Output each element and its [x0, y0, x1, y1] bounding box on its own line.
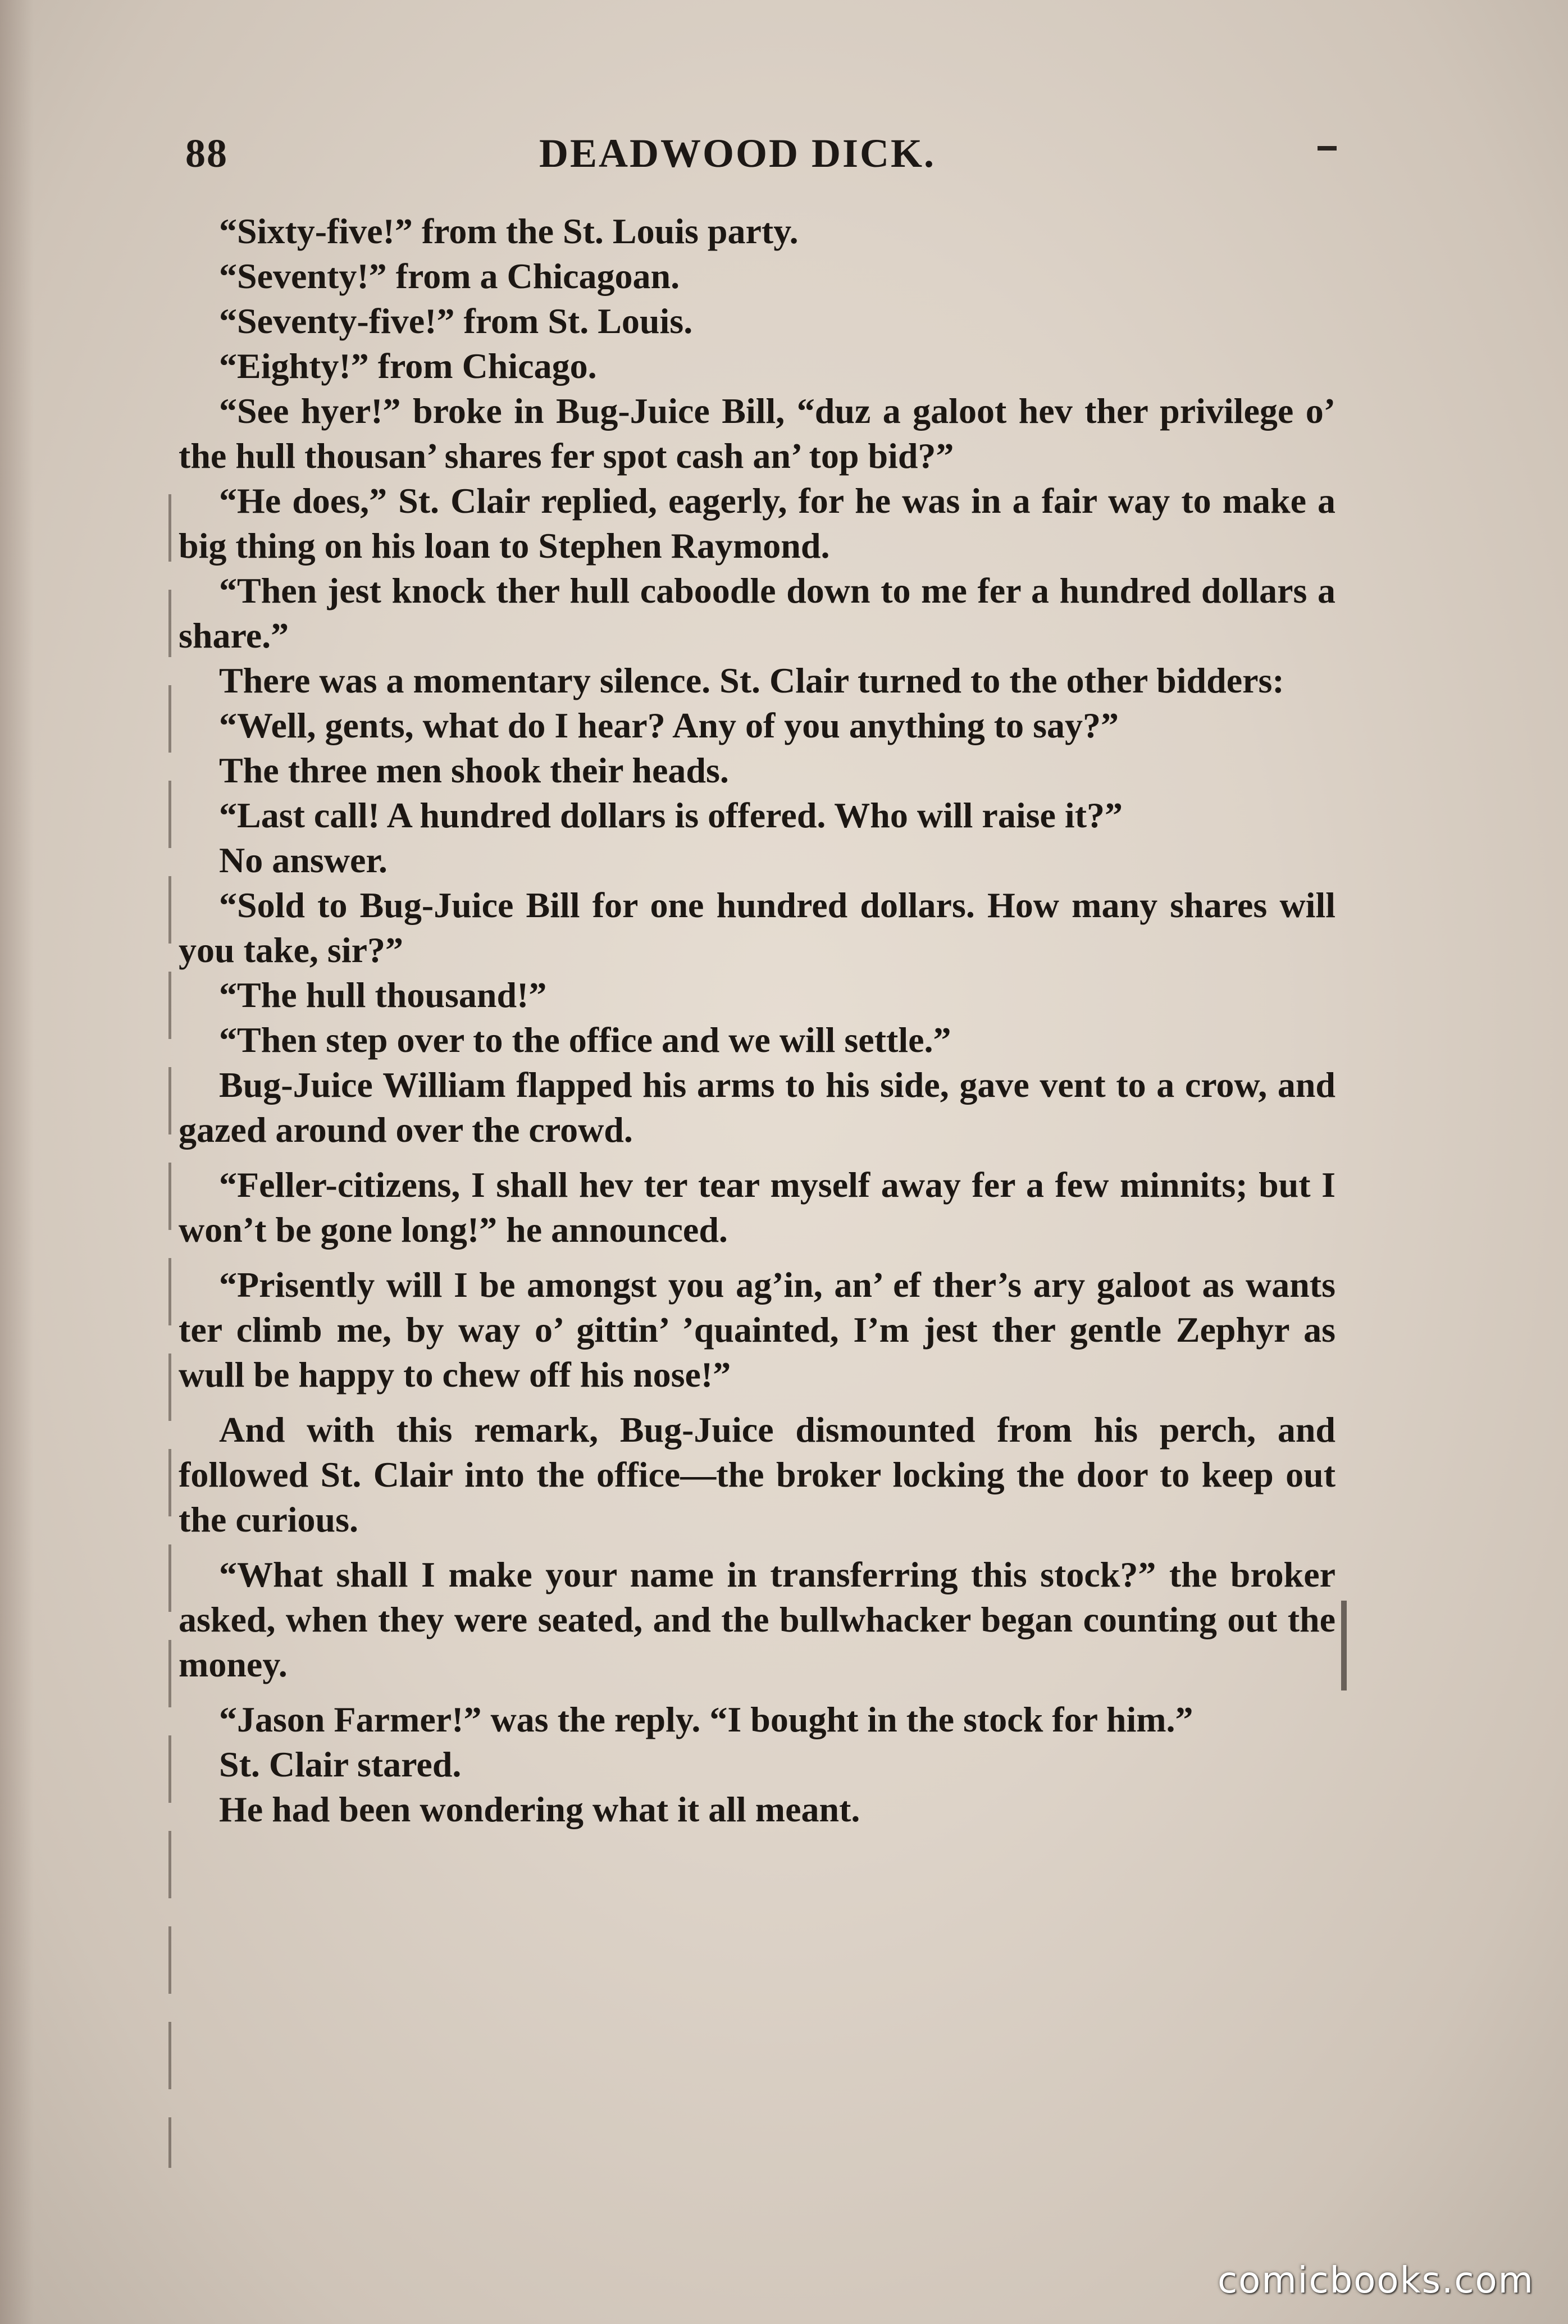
paragraph: “Seventy-five!” from St. Louis. [219, 301, 693, 341]
paragraph: “Eighty!” from Chicago. [219, 346, 597, 386]
running-title: DEADWOOD DICK. [539, 131, 936, 176]
paragraph: And with this remark, Bug-Juice dismounted from his perch, and followed St. Clair into the office—the broker locking the door to keep out the curious. [179, 1410, 1335, 1539]
paragraph: He had been wondering what it all meant. [219, 1789, 860, 1829]
paragraph: “Well, gents, what do I hear? Any of you anything to say?” [219, 705, 1119, 745]
page-header [168, 130, 1337, 192]
paragraph: “See hyer!” broke in Bug-Juice Bill, “duz a galoot hev ther privilege o’ the hull thousan’ shares fer spot cash an’ top bid?” [179, 391, 1335, 476]
right-margin-mark [1341, 1601, 1347, 1690]
paragraph: There was a momentary silence. St. Clair turned to the other bidders: [219, 660, 1284, 700]
paragraph: “The hull thousand!” [219, 975, 547, 1015]
paragraph: “Last call! A hundred dollars is offered. Who will raise it?” [219, 795, 1123, 835]
paragraph: “Then step over to the office and we will settle.” [219, 1020, 951, 1060]
paragraph: “Jason Farmer!” was the reply. “I bought in the stock for him.” [219, 1699, 1193, 1739]
paragraph: St. Clair stared. [219, 1744, 462, 1784]
page-edge-shadow [0, 0, 34, 2324]
margin-pencil-mark [168, 494, 171, 2168]
paragraph: “Prisently will I be amongst you ag’in, an’ ef ther’s ary galoot as wants ter climb me, by way o’ gittin’ ’quainted, I’m jest ther gentle Zephyr as wull be happy to chew off his nose!” [179, 1265, 1335, 1395]
paragraph: The three men shook their heads. [219, 750, 729, 790]
paragraph: “Feller-citizens, I shall hev ter tear myself away fer a few minnits; but I won’t be gone long!” he announced. [179, 1165, 1335, 1250]
paragraph: “He does,” St. Clair replied, eagerly, for he was in a fair way to make a big thing on his loan to Stephen Raymond. [179, 481, 1335, 566]
paragraph: Bug-Juice William flapped his arms to his side, gave vent to a crow, and gazed around over the crowd. [179, 1065, 1335, 1150]
header-dash-mark [1318, 146, 1337, 151]
paragraph: “Then jest knock ther hull caboodle down to me fer a hundred dollars a share.” [179, 571, 1335, 655]
paragraph: “Seventy!” from a Chicagoan. [219, 256, 680, 296]
page-number: 88 [185, 131, 228, 176]
paragraph: “What shall I make your name in transferring this stock?” the broker asked, when they were seated, and the bullwhacker began counting out the money. [179, 1555, 1335, 1684]
paragraph: No answer. [219, 840, 388, 880]
watermark: comicbooks.com [1217, 2260, 1534, 2302]
paragraph: “Sixty-five!” from the St. Louis party. [219, 211, 799, 251]
paragraph: “Sold to Bug-Juice Bill for one hundred dollars. How many shares will you take, sir?” [179, 885, 1335, 970]
body-text [179, 209, 1335, 1832]
